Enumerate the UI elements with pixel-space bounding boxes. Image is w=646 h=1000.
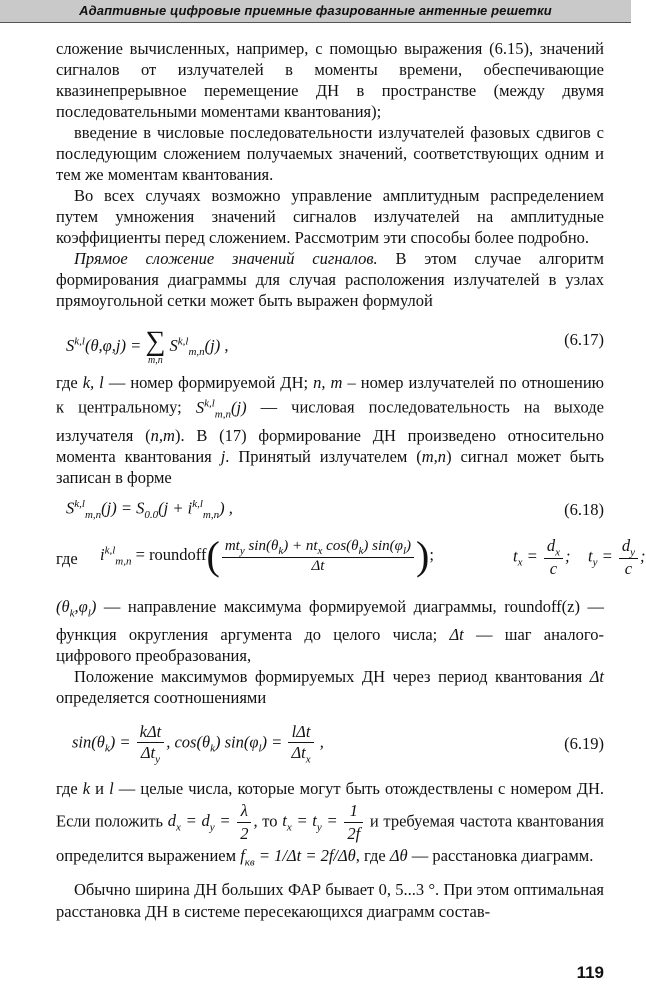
p8-b: и xyxy=(90,779,110,798)
p7-a: Положение максимумов формируемых ДН через период квантования xyxy=(74,667,590,687)
paragraph-6 xyxy=(56,596,604,666)
theta-phi: $(\theta_k,\varphi_l)$ xyxy=(56,597,97,620)
paragraph-9: Обычно ширина ДН больших ФАР бывает 0, 5...3 °. При этом оптимальная расстановка ДН в системе пересекающихся диаграмм состав- xyxy=(56,880,604,922)
page-number: 119 xyxy=(576,963,604,982)
equation-number-6-19: (6.19) xyxy=(564,734,604,753)
text-block-3 xyxy=(56,596,604,708)
p8-e: и требуемая частота квантования определится выражением xyxy=(56,811,605,865)
p5-a: где xyxy=(56,373,83,392)
equation-6-18-body: $S^{k,l}_{m,n}(j) = S_{0.0}(j + i^{k,l}_{m,n})$ , xyxy=(66,498,233,521)
p5-nm2: n,m xyxy=(150,425,175,445)
p8-f: , где xyxy=(355,846,390,865)
text-block-1 xyxy=(56,38,604,311)
running-header: Адаптивные цифровые приемные фазированные антенные решетки xyxy=(0,0,631,23)
paragraph-7 xyxy=(56,666,604,708)
paragraph-3: Во всех случаях возможно управление амплитудным распределением путем умножения значений сигналов излучателей на амплитудные коэффициенты перед сложением. Рассмотрим эти способы более подробно. xyxy=(56,186,604,247)
fkv-formula: $f_{кв} = 1/\Delta t = 2f/\Delta\theta$ xyxy=(240,846,356,869)
p6-b: — направление максимума формируемой диаграммы, roundoff(z) — функция округления аргумента до целого числа; xyxy=(56,597,604,645)
p8-c: — целые числа, которые могут быть отождествлены с номером ДН. Если положить xyxy=(56,779,605,831)
p5-c: – номер излучателей по отношению к центральному; xyxy=(56,373,604,417)
paragraph-4-italic: Прямое сложение значений сигналов. xyxy=(74,249,378,268)
p6-c: — шаг аналого-цифрового преобразования, xyxy=(56,625,604,666)
p8-k: k xyxy=(82,779,91,798)
p5-d: — числовая последовательность на выходе излучателя ( xyxy=(56,397,604,445)
sum-symbol: ∑ m,n xyxy=(145,326,166,366)
p8-g: — расстановка диаграмм. xyxy=(407,846,594,865)
p5-mn: m,n xyxy=(421,446,447,466)
ty-formula: $t_y$ = $\frac{d_y}{c}$ ; xyxy=(588,536,646,579)
tx-ty-formula: $t_x = t_y$ = $\frac{1}{2f}$ xyxy=(282,811,365,830)
p5-g: ) сигнал может быть записан в форме xyxy=(56,446,604,487)
delta-t-2: Δt xyxy=(589,667,604,687)
p5-inline-formula: S$^{k,l}_{m,n}$(j) xyxy=(195,397,247,420)
text-block-2 xyxy=(56,372,604,488)
equation-6-17-body: S$^{k,l}$(θ,φ,j) = ∑ m,n S$^{k,l}_{m,n}$(j) , xyxy=(66,326,229,366)
paragraph-8 xyxy=(56,778,604,873)
equation-6-19 xyxy=(56,720,604,770)
paragraph-4-rest: В этом случае алгоритм формирования диаграммы для случая расположения излучателей в узлах прямоугольной сетки может быть выражен формулой xyxy=(56,249,604,310)
tx-formula: $t_x$ = $\frac{d_x}{c}$ ; xyxy=(513,536,571,579)
delta-theta: Δθ xyxy=(389,846,408,865)
text-block-4 xyxy=(56,778,604,923)
dx-dy-formula: $d_x = d_y$ = $\frac{\lambda}{2}$ xyxy=(168,811,254,830)
equation-number-6-17: (6.17) xyxy=(564,330,604,349)
p5-e: ). В (17) формирование ДН произведено относительно момента квантования xyxy=(56,425,604,466)
roundoff-word: roundoff xyxy=(149,544,207,564)
p5-f: . Принятый излучателем ( xyxy=(225,446,422,466)
equation-number-6-18: (6.18) xyxy=(564,500,604,519)
p5-b: — номер формируемой ДН; xyxy=(103,373,314,392)
p7-b: определяется соотношениями xyxy=(56,688,267,708)
paragraph-1: сложение вычисленных, например, с помощью выражения (6.15), значений сигналов от излучателей в моменты времени, обеспечивающие квазинепрерывное перемещение ДН в пространстве (между двумя последовательными моментами квантования); xyxy=(56,39,604,121)
definition-line xyxy=(56,532,646,590)
p8-l: l xyxy=(109,779,114,798)
paragraph-4 xyxy=(56,248,604,311)
roundoff-formula: $i^{k,l}_{m,n}$ = roundoff( $\frac{mt_y \sin(\theta_k) + nt_x \cos(\theta_k) \sin(\varphi_l)}{\Delta t}$ ); xyxy=(100,533,434,578)
delta-t-1: Δt xyxy=(449,625,464,645)
gde-label: где xyxy=(56,549,78,568)
p8-d: , то xyxy=(253,811,283,831)
paragraph-5 xyxy=(56,372,604,488)
p5-kl: k, l xyxy=(82,373,104,392)
p5-j: j xyxy=(220,446,226,466)
paragraph-2: введение в числовые последовательности излучателей фазовых сдвигов с последующим сложением получаемых значений, соответствующих одним и тем же моментам квантования. xyxy=(56,123,604,184)
equation-6-17 xyxy=(56,322,604,366)
equation-6-19-body: $\sin(\theta_k)$ = $\frac{\text{kΔt}}{\Delta t_y}$ , $\cos(\theta_k) \sin(\varphi_l)$ = $\frac{\text{lΔt}}{\Delta t_x}$ , xyxy=(72,722,324,766)
p8-a: где xyxy=(56,779,83,798)
equation-6-18 xyxy=(56,494,604,528)
roundoff-fraction: $\frac{mt_y \sin(\theta_k) + nt_x \cos(\theta_k) \sin(\varphi_l)}{\Delta t}$ xyxy=(222,538,414,575)
p5-nm: n, m xyxy=(313,373,343,392)
